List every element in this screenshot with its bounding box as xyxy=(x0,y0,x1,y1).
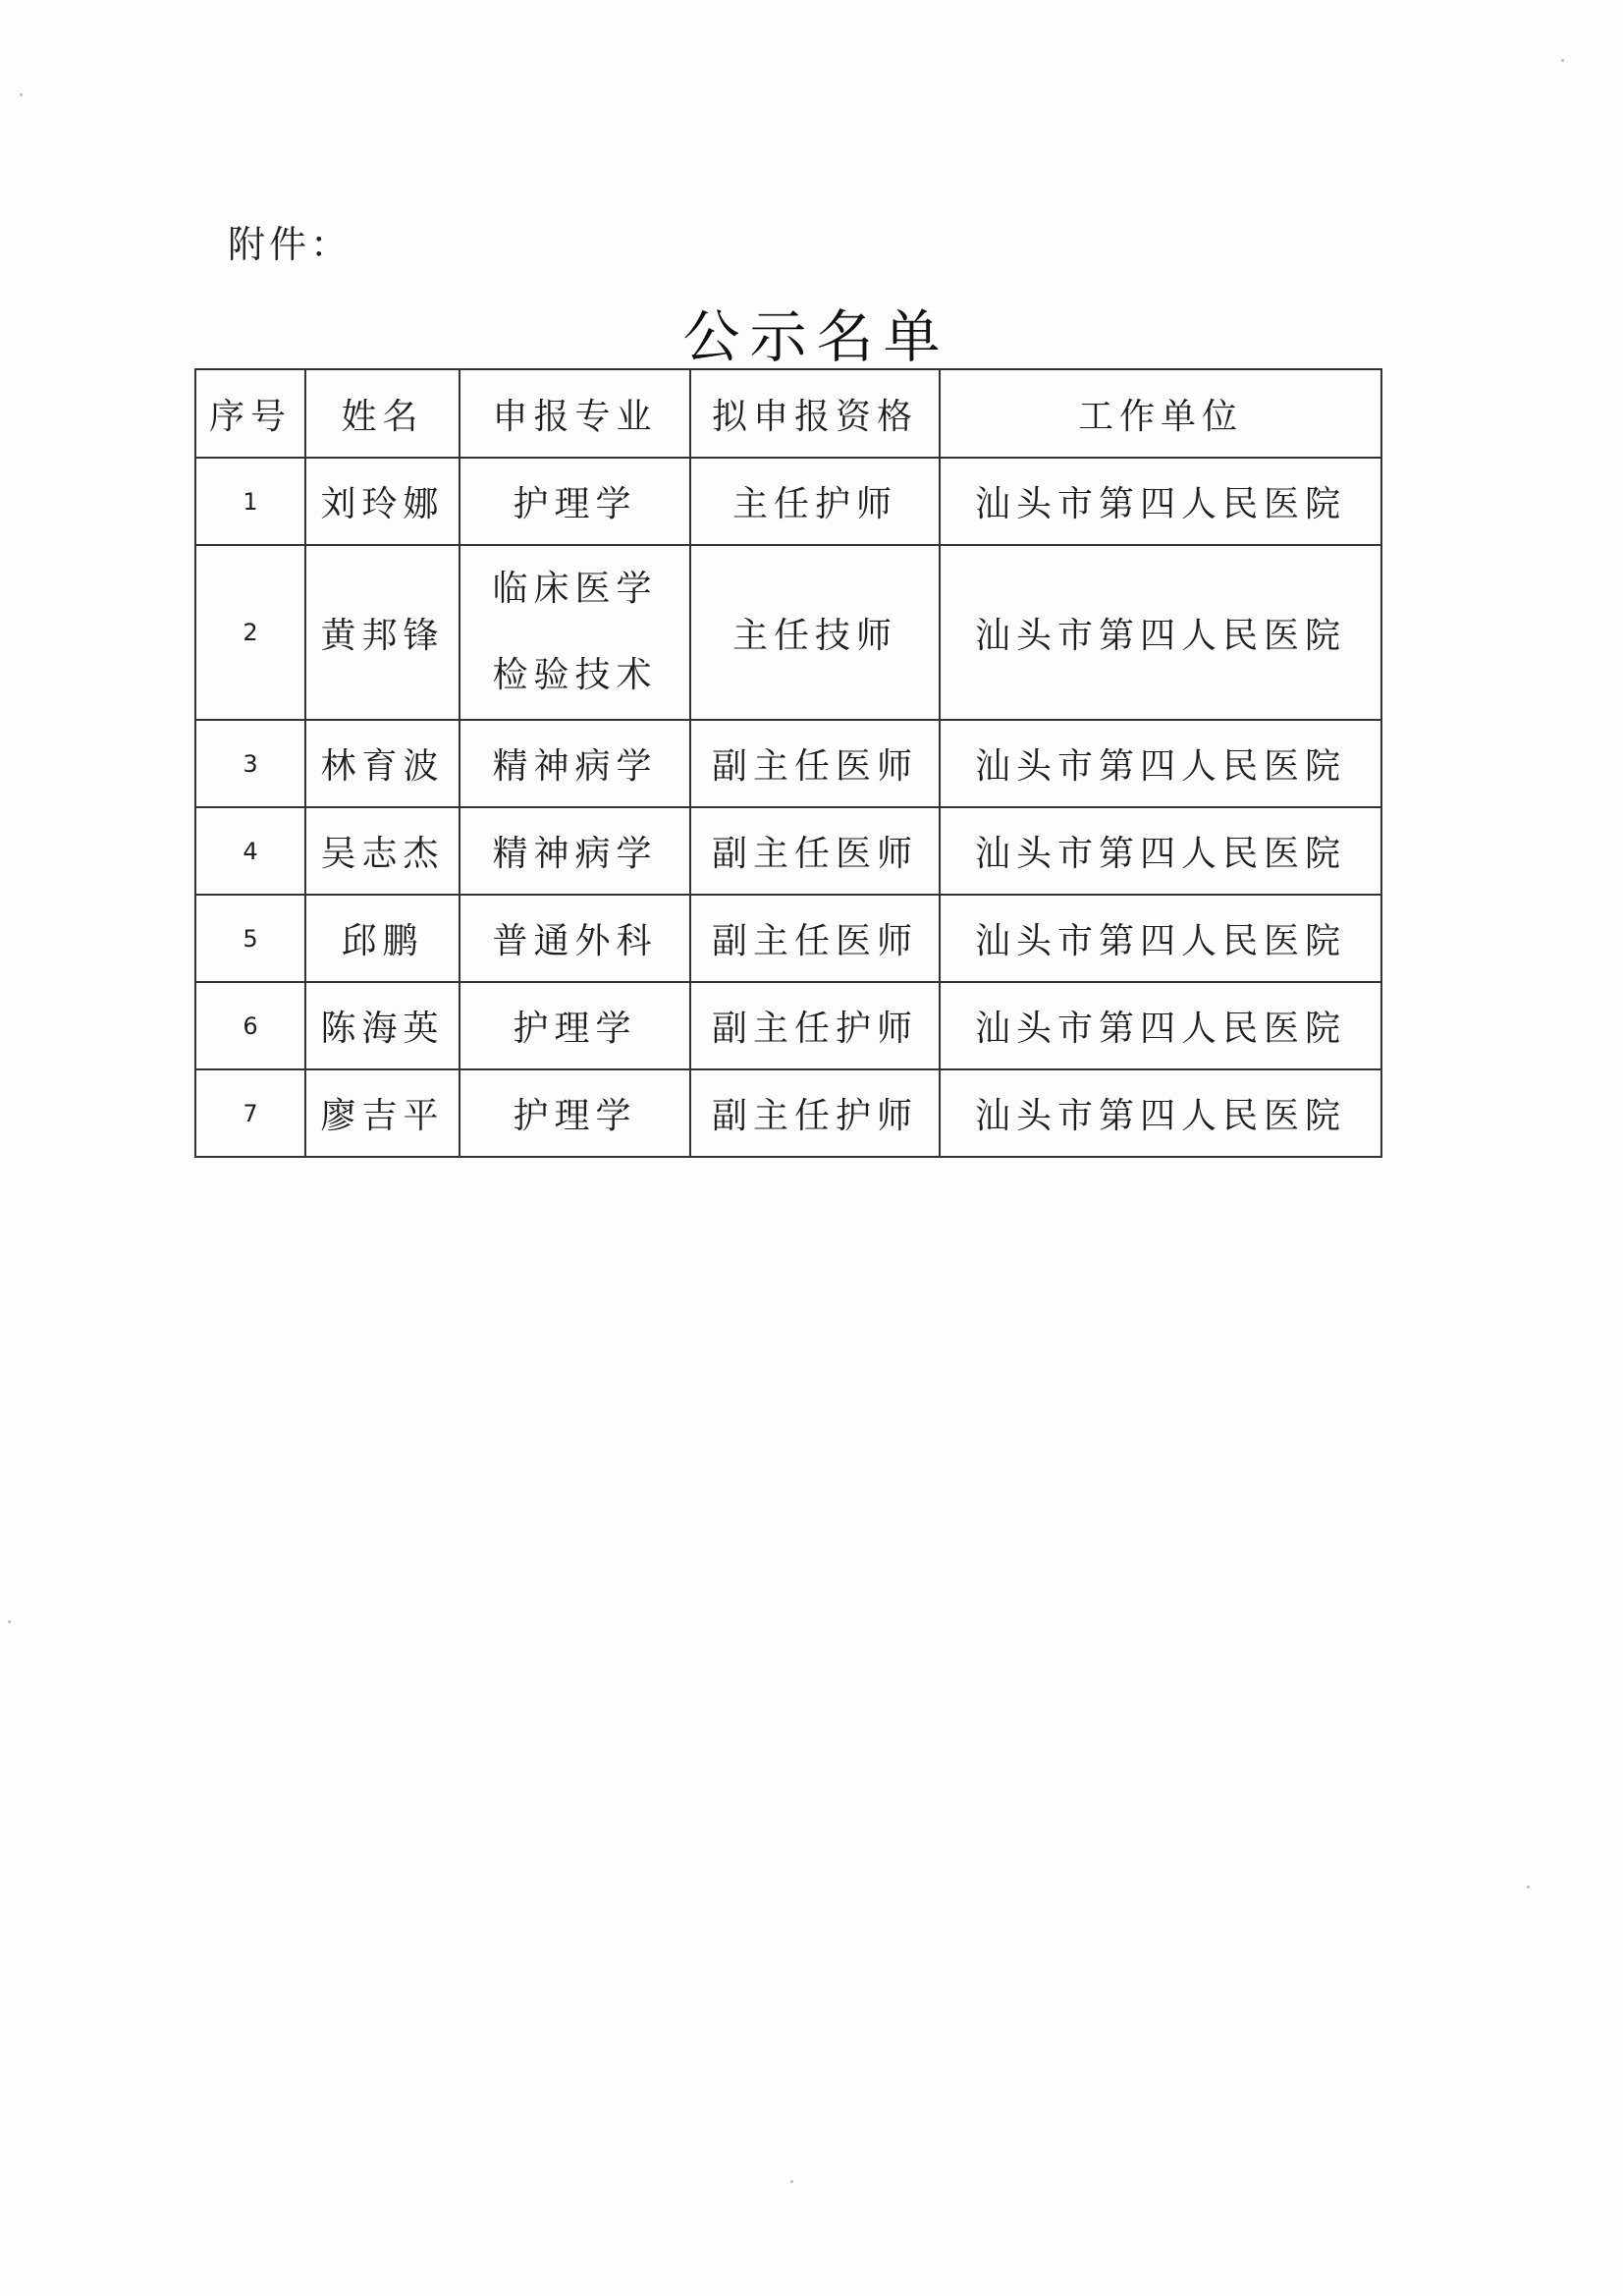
cell-seq: 3 xyxy=(195,720,305,807)
roster-table xyxy=(194,368,1382,1158)
cell-major xyxy=(460,807,690,895)
table-row xyxy=(195,807,1381,895)
cell-name: 吴志杰 xyxy=(305,807,460,895)
table-row xyxy=(195,895,1381,982)
scan-speck xyxy=(1527,1886,1530,1888)
cell-major xyxy=(460,982,690,1069)
cell-name: 邱鹏 xyxy=(305,895,460,982)
header-major: 申报专业 xyxy=(460,369,690,458)
cell-major xyxy=(460,720,690,807)
cell-seq: 5 xyxy=(195,895,305,982)
scan-speck xyxy=(8,1620,11,1623)
cell-seq: 1 xyxy=(195,458,305,545)
cell-qualification: 副主任医师 xyxy=(690,720,940,807)
cell-employer: 汕头市第四人民医院 xyxy=(940,720,1381,807)
table-row xyxy=(195,982,1381,1069)
cell-employer: 汕头市第四人民医院 xyxy=(940,1069,1381,1157)
table-row xyxy=(195,720,1381,807)
cell-qualification: 副主任医师 xyxy=(690,895,940,982)
attachment-label: 附件： xyxy=(228,223,352,266)
cell-name: 廖吉平 xyxy=(305,1069,460,1157)
major-line: 护理学 xyxy=(513,1009,637,1049)
major-line: 护理学 xyxy=(513,1096,637,1136)
major-line: 精神病学 xyxy=(492,746,658,787)
cell-employer: 汕头市第四人民医院 xyxy=(940,807,1381,895)
cell-major xyxy=(460,545,690,720)
cell-employer: 汕头市第四人民医院 xyxy=(940,895,1381,982)
cell-qualification: 副主任护师 xyxy=(690,982,940,1069)
cell-qualification: 副主任护师 xyxy=(690,1069,940,1157)
major-line: 普通外科 xyxy=(492,921,658,961)
scan-speck xyxy=(1561,59,1564,62)
major-line: 精神病学 xyxy=(492,834,658,874)
table-row xyxy=(195,1069,1381,1157)
header-seq: 序号 xyxy=(195,369,305,458)
cell-seq: 2 xyxy=(195,545,305,720)
cell-seq: 7 xyxy=(195,1069,305,1157)
table-row xyxy=(195,545,1381,720)
cell-name: 林育波 xyxy=(305,720,460,807)
major-line: 检验技术 xyxy=(492,655,658,695)
cell-name: 黄邦锋 xyxy=(305,545,460,720)
major-line: 临床医学 xyxy=(492,569,658,609)
cell-employer: 汕头市第四人民医院 xyxy=(940,458,1381,545)
cell-seq: 6 xyxy=(195,982,305,1069)
cell-name: 刘玲娜 xyxy=(305,458,460,545)
cell-employer: 汕头市第四人民医院 xyxy=(940,545,1381,720)
page-title: 公示名单 xyxy=(682,303,950,370)
cell-seq: 4 xyxy=(195,807,305,895)
cell-major xyxy=(460,895,690,982)
header-name: 姓名 xyxy=(305,369,460,458)
scan-speck xyxy=(20,93,23,96)
scan-speck xyxy=(790,2180,793,2183)
cell-major xyxy=(460,458,690,545)
header-employer: 工作单位 xyxy=(940,369,1381,458)
cell-major xyxy=(460,1069,690,1157)
table-row xyxy=(195,458,1381,545)
cell-name: 陈海英 xyxy=(305,982,460,1069)
cell-employer: 汕头市第四人民医院 xyxy=(940,982,1381,1069)
table-body xyxy=(195,458,1381,1157)
cell-qualification: 副主任医师 xyxy=(690,807,940,895)
table-header-row xyxy=(195,369,1381,458)
cell-qualification: 主任护师 xyxy=(690,458,940,545)
header-qualification: 拟申报资格 xyxy=(690,369,940,458)
major-line: 护理学 xyxy=(513,484,637,524)
cell-qualification: 主任技师 xyxy=(690,545,940,720)
